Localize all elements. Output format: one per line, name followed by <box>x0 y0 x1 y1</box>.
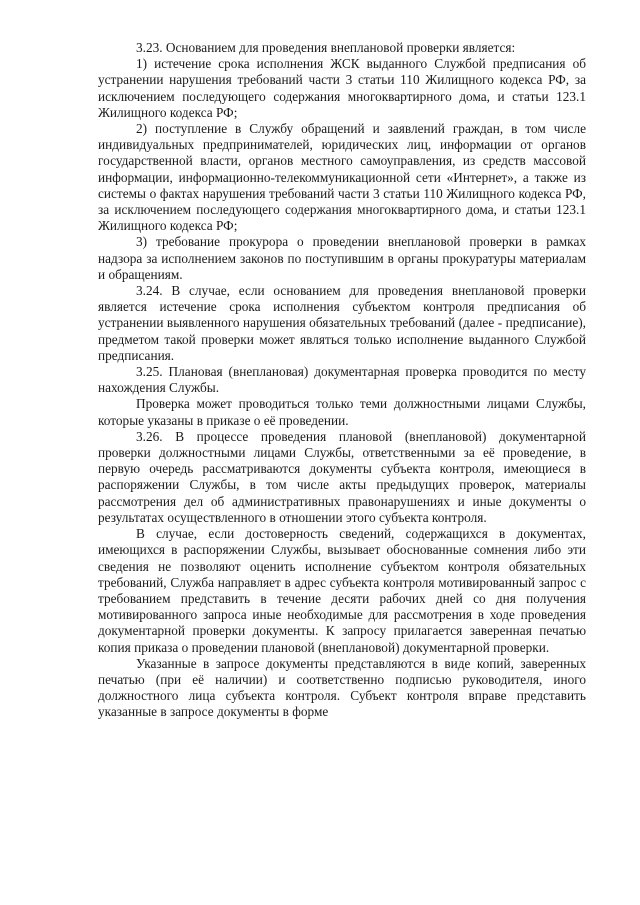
paragraph-3-26: 3.26. В процессе проведения плановой (внеплановой) документарной проверки должностными лицами Службы, ответственными за её проведение, в первую очередь рассматриваются документы субъекта контроля, имеющиеся в распоряжении Службы, в том числе акты предыдущих проверок, материалы рассмотрения дел об административных правонарушениях и иные документы о результатах осуществленного в отношении этого субъекта контроля. <box>98 428 586 525</box>
paragraph-3-23-item-3: 3) требование прокурора о проведении внеплановой проверки в рамках надзора за исполнением законов по поступившим в органы прокуратуры материалам и обращениям. <box>98 234 586 282</box>
paragraph-3-23-item-2: 2) поступление в Службу обращений и заявлений граждан, в том числе индивидуальных предпринимателей, юридических лиц, информации от органов государственной власти, органов местного самоуправления, из средств массовой информации, информационно-телекоммуникационной сети «Интернет», а также из системы о фактах нарушения требований части 3 статьи 110 Жилищного кодекса РФ, за исключением последующего содержания многоквартирного дома, и статьи 123.1 Жилищного кодекса РФ; <box>98 121 586 234</box>
paragraph-3-26-documents: Указанные в запросе документы представляются в виде копий, заверенных печатью (при её наличии) и соответственно подписью руководителя, иного должностного лица субъекта контроля. Субъект контроля вправе представить указанные в запросе документы в форме <box>98 655 586 720</box>
document-page <box>98 40 586 721</box>
paragraph-3-26-request: В случае, если достоверность сведений, содержащихся в документах, имеющихся в распоряжении Службы, вызывает обоснованные сомнения либо эти сведения не позволяют оценить исполнение субъектом контроля обязательных требований, Служба направляет в адрес субъекта контроля мотивированный запрос с требованием представить в течение десяти рабочих дней со дня получения мотивированного запроса иные необходимые для рассмотрения в ходе проведения документарной проверки документы. К запросу прилагается заверенная печатью копия приказа о проведении плановой (внеплановой) документарной проверки. <box>98 526 586 655</box>
paragraph-3-23-item-1: 1) истечение срока исполнения ЖСК выданного Службой предписания об устранении нарушения требований части 3 статьи 110 Жилищного кодекса РФ, за исключением последующего содержания многоквартирного дома, и статьи 123.1 Жилищного кодекса РФ; <box>98 56 586 120</box>
paragraph-3-25: 3.25. Плановая (внеплановая) документарная проверка проводится по месту нахождения Службы. <box>98 364 586 396</box>
paragraph-3-23: 3.23. Основанием для проведения внеплановой проверки является: <box>136 40 516 55</box>
paragraph-3-25-continued: Проверка может проводиться только теми должностными лицами Службы, которые указаны в приказе о её проведении. <box>98 396 586 428</box>
paragraph-3-24: 3.24. В случае, если основанием для проведения внеплановой проверки является истечение срока исполнения субъектом контроля предписания об устранении выявленного нарушения обязательных требований (далее - предписание), предметом такой проверки может являться только исполнение выданного Службой предписания. <box>98 283 586 363</box>
